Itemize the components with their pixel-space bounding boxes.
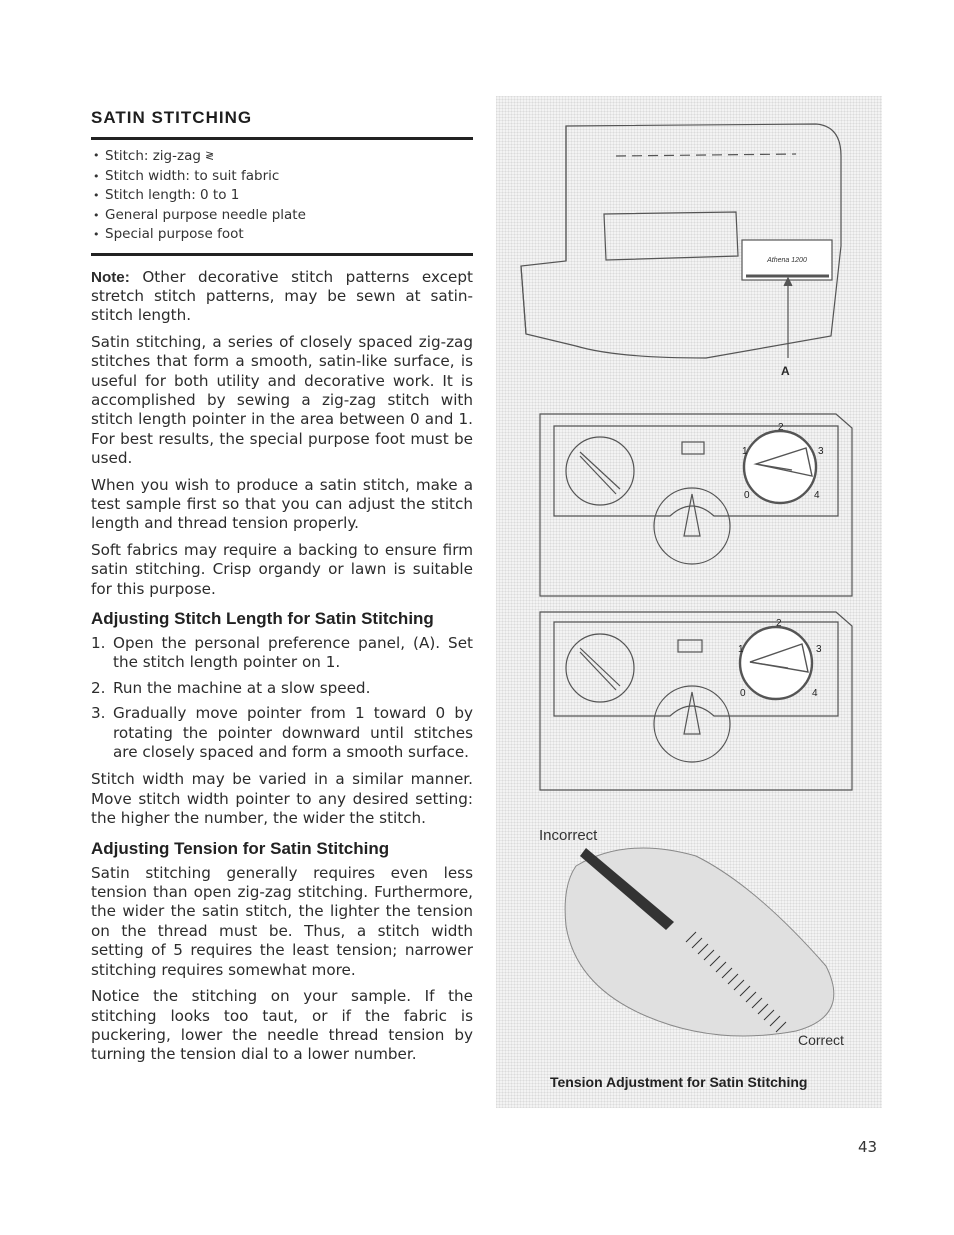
svg-text:2: 2 — [778, 422, 784, 433]
length-heading: Adjusting Stitch Length for Satin Stitching — [91, 609, 434, 628]
svg-text:4: 4 — [814, 490, 820, 501]
tension-heading: Adjusting Tension for Satin Stitching — [91, 838, 390, 858]
spec-item: • Stitch width: to suit fabric — [91, 167, 473, 187]
body-paragraph: Stitch width may be varied in a similar manner. Move stitch width pointer to any desired setting: the higher the number, the wider the stitch. — [91, 770, 473, 828]
page-number: 43 — [858, 1138, 878, 1156]
label-correct: Correct — [798, 1032, 844, 1048]
svg-text:0: 0 — [744, 490, 750, 501]
body-paragraph: When you wish to produce a satin stitch, make a test sample first so that you can adjust the stitch length and thread tension properly. — [91, 475, 473, 533]
svg-text:0: 0 — [740, 688, 746, 699]
label-incorrect: Incorrect — [539, 827, 598, 844]
svg-text:3: 3 — [818, 446, 824, 457]
svg-text:3: 3 — [816, 644, 822, 655]
body-paragraph: Notice the stitching on your sample. If the stitching looks too taut, or if the fabric is puckering, lower the needle thread tension by turning the tension dial to a lower number. — [91, 987, 473, 1064]
text-column — [91, 108, 473, 1072]
control-panel-2 — [540, 612, 852, 790]
note-paragraph: Note: Other decorative stitch patterns except stretch stitch patterns, may be sewn at satin-stitch length. — [91, 267, 473, 325]
body-paragraph: Satin stitching, a series of closely spaced zig-zag stitches that form a smooth, satin-like surface, is useful for both utility and decorative work. It is accomplished by sewing a zig-zag stitch with stitch length pointer in the area between 0 and 1. For best results, the special purpose foot must be used. — [91, 332, 473, 468]
note-label: Note: — [91, 268, 130, 286]
body-paragraph: Satin stitching generally requires even less tension than open zig-zag stitching. Furthermore, the wider the satin stitch, the lighter the tension on the thread must be. Thus, a stitch width setting of 5 requires the least tension; narrower stitching requires somewhat more. — [91, 863, 473, 979]
step-item: 1. Open the personal preference panel, (A). Set the stitch length pointer on 1. — [91, 634, 473, 672]
figure-caption: Tension Adjustment for Satin Stitching — [550, 1074, 808, 1090]
spec-item: • Special purpose foot — [91, 225, 473, 245]
length-steps — [91, 634, 473, 762]
step-item: 3. Gradually move pointer from 1 toward 0 by rotating the pointer downward until stitches are closely spaced and form a smooth surface. — [91, 704, 473, 762]
svg-text:2: 2 — [776, 618, 782, 629]
illustration-drawing — [496, 96, 882, 1108]
spec-list — [91, 146, 473, 256]
spec-item: • Stitch: zig-zag ≷ — [91, 146, 473, 167]
svg-text:1: 1 — [738, 644, 744, 655]
spec-item: • General purpose needle plate — [91, 206, 473, 226]
svg-text:1: 1 — [742, 446, 748, 457]
label-a: A — [781, 364, 790, 378]
spec-item: • Stitch length: 0 to 1 — [91, 186, 473, 206]
fabric-sample-drawing — [565, 848, 834, 1036]
zigzag-icon: ≷ — [204, 149, 215, 162]
machine-badge: Athena 1200 — [767, 257, 807, 264]
sewing-machine-drawing — [521, 124, 841, 358]
svg-text:4: 4 — [812, 688, 818, 699]
illustration-panel — [496, 96, 882, 1108]
step-item: 2. Run the machine at a slow speed. — [91, 678, 371, 697]
section-title: SATIN STITCHING — [91, 108, 473, 140]
control-panel-1 — [540, 414, 852, 596]
body-paragraph: Soft fabrics may require a backing to ensure firm satin stitching. Crisp organdy or lawn is suitable for this purpose. — [91, 540, 473, 598]
